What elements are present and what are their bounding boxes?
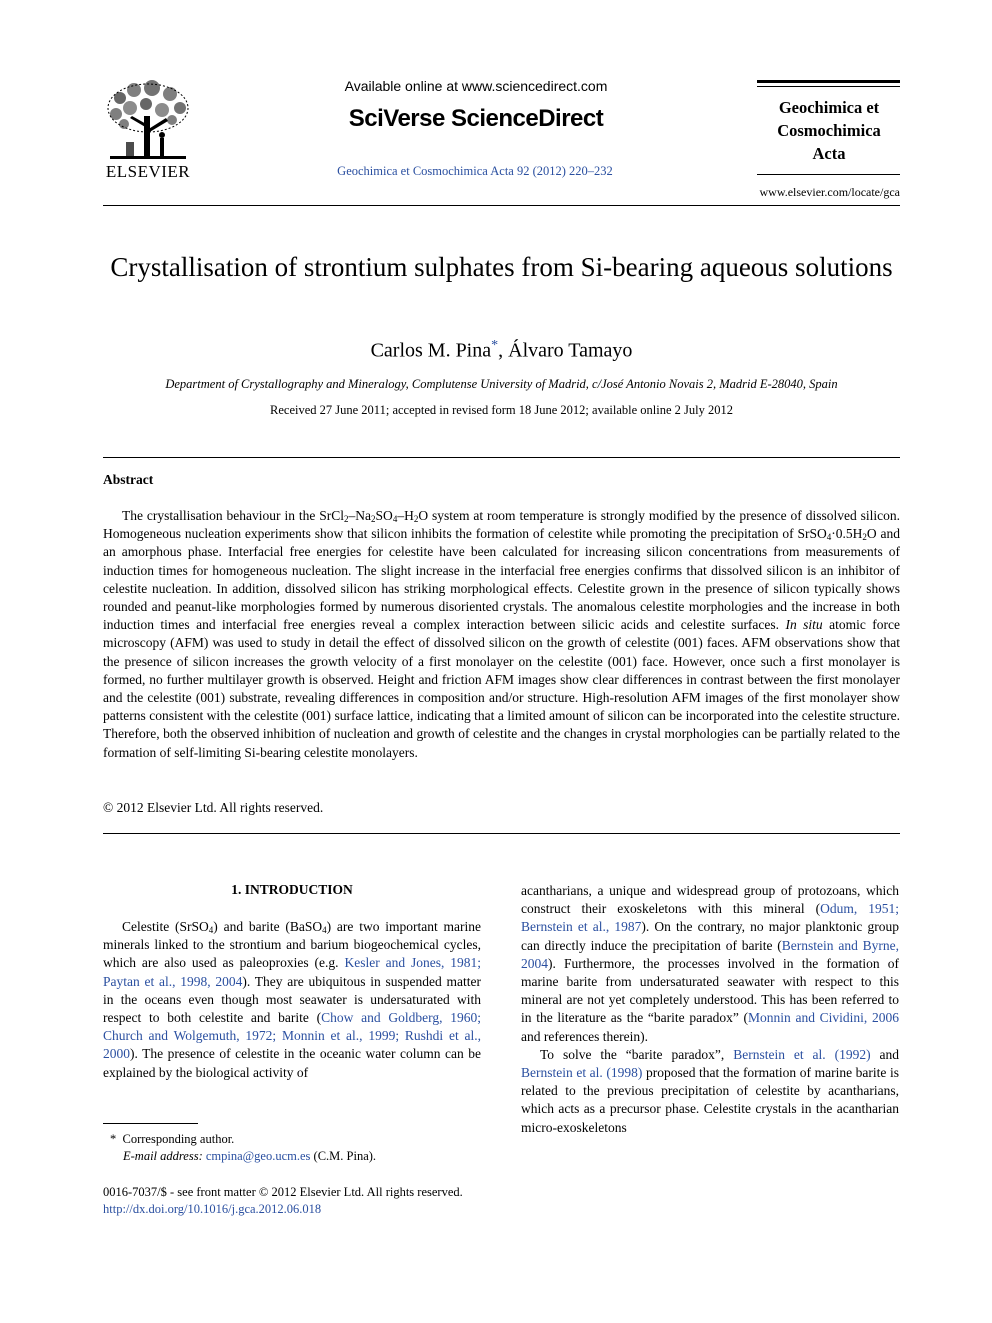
journal-url[interactable]: www.elsevier.com/locate/gca <box>759 185 900 199</box>
abstract-text: O system at room temperature is strongly modified by the presence of dissolved silicon. Homogeneous nucleation experiments show that silicon inhibits the formation of celestite while promoting the precipitation of SrSO <box>103 508 900 542</box>
subscript: 4 <box>208 925 214 935</box>
journal-title-line2: Cosmochimica <box>777 121 881 140</box>
tree-icon <box>100 78 196 164</box>
abstract-text: O and an amorphous phase. Interfacial free energies for celestite have been calculated for increasing silicon concentrations from measurements of induction times for homogeneous nucleation. The slight increase in the interfacial free energies confirms that dissolved silicon is an inhibitor of celestite nucleation. In addition, dissolved silicon has striking morphological effects. Celestite grown in the presence of silicon typically shows rounded and peanut-like morphologies formed by numerous disoriented crystals. The anomalous celestite morphologies and the increase in both induction times and interfacial free energies reveal a complex interaction between silicic acids and celestite surfaces. <box>103 526 901 633</box>
journal-title-line3: Acta <box>812 144 846 163</box>
article-dates: Received 27 June 2011; accepted in revised form 18 June 2012; available online 2 July 2012 <box>270 403 733 417</box>
abstract-heading: Abstract <box>103 472 154 487</box>
body-text: ). On the contrary, no major planktonic group can directly induce the precipitation of barite ( <box>521 919 899 953</box>
copyright: © 2012 Elsevier Ltd. All rights reserved. <box>103 800 324 815</box>
subscript: 2 <box>344 514 349 524</box>
abstract-text: –H <box>397 508 414 523</box>
citation-link[interactable]: Bernstein et al. (1992) <box>733 1046 871 1062</box>
abstract-text: SO <box>375 508 393 523</box>
body-text: ). Furthermore, the processes involved in the formation of marine barite from undersaturated seawater with respect to this mineral are not yet completely understood. This has been referred to in the literature as the “barite paradox” ( <box>521 955 899 1026</box>
citation-link[interactable]: Monnin and Cividini, 2006 <box>748 1010 899 1026</box>
abstract-text: –Na <box>348 508 372 523</box>
abstract-text: atomic force microscopy (AFM) was used to study in detail the effect of dissolved silicon on the growth of celestite (001) faces. AFM observations show that the presence of silicon increases the growth velocity of a first monolayer on the celestite (001) face. However, once such a first monolayer is formed, no further multilayer growth is observed. Height and friction AFM images show clear differences in contrast between the first monolayer and the celestite (001) substrate, revealing differences in composition and/or structure. High-resolution AFM images of the first monolayer show patterns consistent with the celestite (001) surface lattice, indicating that a limited amount of silicon can be incorporated into the celestite structure. Therefore, both the observed inhibition of nucleation and growth of celestite and the changes in crystal morphologies can be partially related to the formation of self-limiting Si-bearing celestite monolayers. <box>103 617 900 760</box>
body-text: proposed that the formation of marine barite is related to the previous precipitation of celestite by acantharians, which acts as a precursor phase. Celestite crystals in the acantharian micro-exoskeletons <box>521 1065 899 1135</box>
article-title: Crystallisation of strontium sulphates from Si-bearing aqueous solutions <box>110 252 893 282</box>
body-text: ). They are ubiquitous in suspended matter in the oceans even though most seawater is undersaturated with respect to both celestite and barite ( <box>103 973 482 1026</box>
platform-logo: SciVerse ScienceDirect <box>348 105 604 132</box>
citation-link[interactable]: Odum, 1951; Bernstein et al., 1987 <box>521 901 899 935</box>
right-column <box>521 882 899 1137</box>
body-text: and <box>870 1046 899 1062</box>
citation-link[interactable]: Kesler and Jones, 1981; Paytan et al., 1998, 2004 <box>103 955 481 989</box>
author-2: Álvaro Tamayo <box>508 339 633 362</box>
journal-rule-top <box>757 80 900 83</box>
footnote-email <box>103 1148 483 1165</box>
intro-paragraph-2 <box>521 1046 899 1137</box>
elsevier-wordmark: ELSEVIER <box>105 162 191 181</box>
journal-title <box>748 96 910 165</box>
subscript: 4 <box>826 532 832 543</box>
author-1: Carlos M. Pina <box>370 339 492 362</box>
page-footer <box>103 1184 583 1218</box>
corresponding-author-mark[interactable]: * <box>491 338 499 353</box>
available-online: Available online at www.sciencedirect.com <box>344 78 608 94</box>
header-divider <box>103 205 900 206</box>
abstract-italic: In situ <box>785 617 823 633</box>
section-heading: 1. INTRODUCTION <box>231 882 353 897</box>
subscript: 4 <box>322 925 327 935</box>
abstract-body <box>103 507 900 762</box>
footnote-marker: * <box>110 1132 117 1146</box>
body-text: ) and barite (BaSO <box>213 919 323 934</box>
body-text: and references therein). <box>521 1028 649 1044</box>
footnote-rule <box>103 1123 198 1124</box>
abstract-divider-top <box>103 457 900 458</box>
citation-link[interactable]: Bernstein et al. (1998) <box>521 1065 643 1081</box>
subscript: 2 <box>413 514 419 524</box>
affiliation: Department of Crystallography and Mineralogy, Complutense University of Madrid, c/José Antonio Novais 2, Madrid E-28040, Spain <box>165 377 838 391</box>
citation-link[interactable]: Chow and Goldberg, 1960; Church and Wolgemuth, 1972; Monnin et al., 1999; Rushdi et al., 2000 <box>103 1010 481 1062</box>
journal-citation-link[interactable]: Geochimica et Cosmochimica Acta 92 (2012) 220–232 <box>337 164 613 178</box>
email-suffix: (C.M. Pina). <box>313 1149 377 1163</box>
journal-rule-top-thin <box>757 86 900 87</box>
issn-line: 0016-7037/$ - see front matter © 2012 Elsevier Ltd. All rights reserved. <box>103 1185 463 1199</box>
subscript: 2 <box>371 514 376 524</box>
abstract-text: ·0.5H <box>831 526 863 542</box>
abstract-text: The crystallisation behaviour in the SrCl <box>122 508 345 523</box>
footnote-corresponding <box>103 1131 483 1148</box>
subscript: 2 <box>862 532 867 543</box>
left-column <box>103 918 481 1082</box>
email-label: E-mail address: <box>123 1149 203 1163</box>
body-text: ). The presence of celestite in the oceanic water column can be explained by the biological activity of <box>103 1046 481 1080</box>
intro-paragraph-1 <box>103 918 481 1082</box>
body-text: To solve the “barite paradox”, <box>540 1046 734 1062</box>
abstract-paragraph <box>103 507 900 762</box>
author-separator: , <box>498 339 509 362</box>
email-link[interactable]: cmpina@geo.ucm.es <box>205 1149 311 1163</box>
intro-paragraph-1-cont <box>521 882 899 1046</box>
subscript: 4 <box>392 514 398 524</box>
doi-link[interactable]: http://dx.doi.org/10.1016/j.gca.2012.06.018 <box>103 1202 322 1216</box>
abstract-divider-bottom <box>103 833 900 834</box>
footnote <box>103 1131 483 1165</box>
body-text: acantharians, a unique and widespread group of protozoans, which construct their exoskeletons with this mineral ( <box>521 883 899 917</box>
footnote-text: Corresponding author. <box>122 1132 235 1146</box>
journal-rule-bottom <box>757 174 900 175</box>
journal-title-line1: Geochimica et <box>778 98 880 117</box>
authors <box>103 338 900 363</box>
citation-link[interactable]: Bernstein and Byrne, 2004 <box>521 937 899 971</box>
body-text: Celestite (SrSO <box>122 919 209 934</box>
body-text: ) are two important marine minerals linked to the strontium and barium biogeochemical cycles, which are also used as paleoproxies (e.g. <box>103 919 482 971</box>
